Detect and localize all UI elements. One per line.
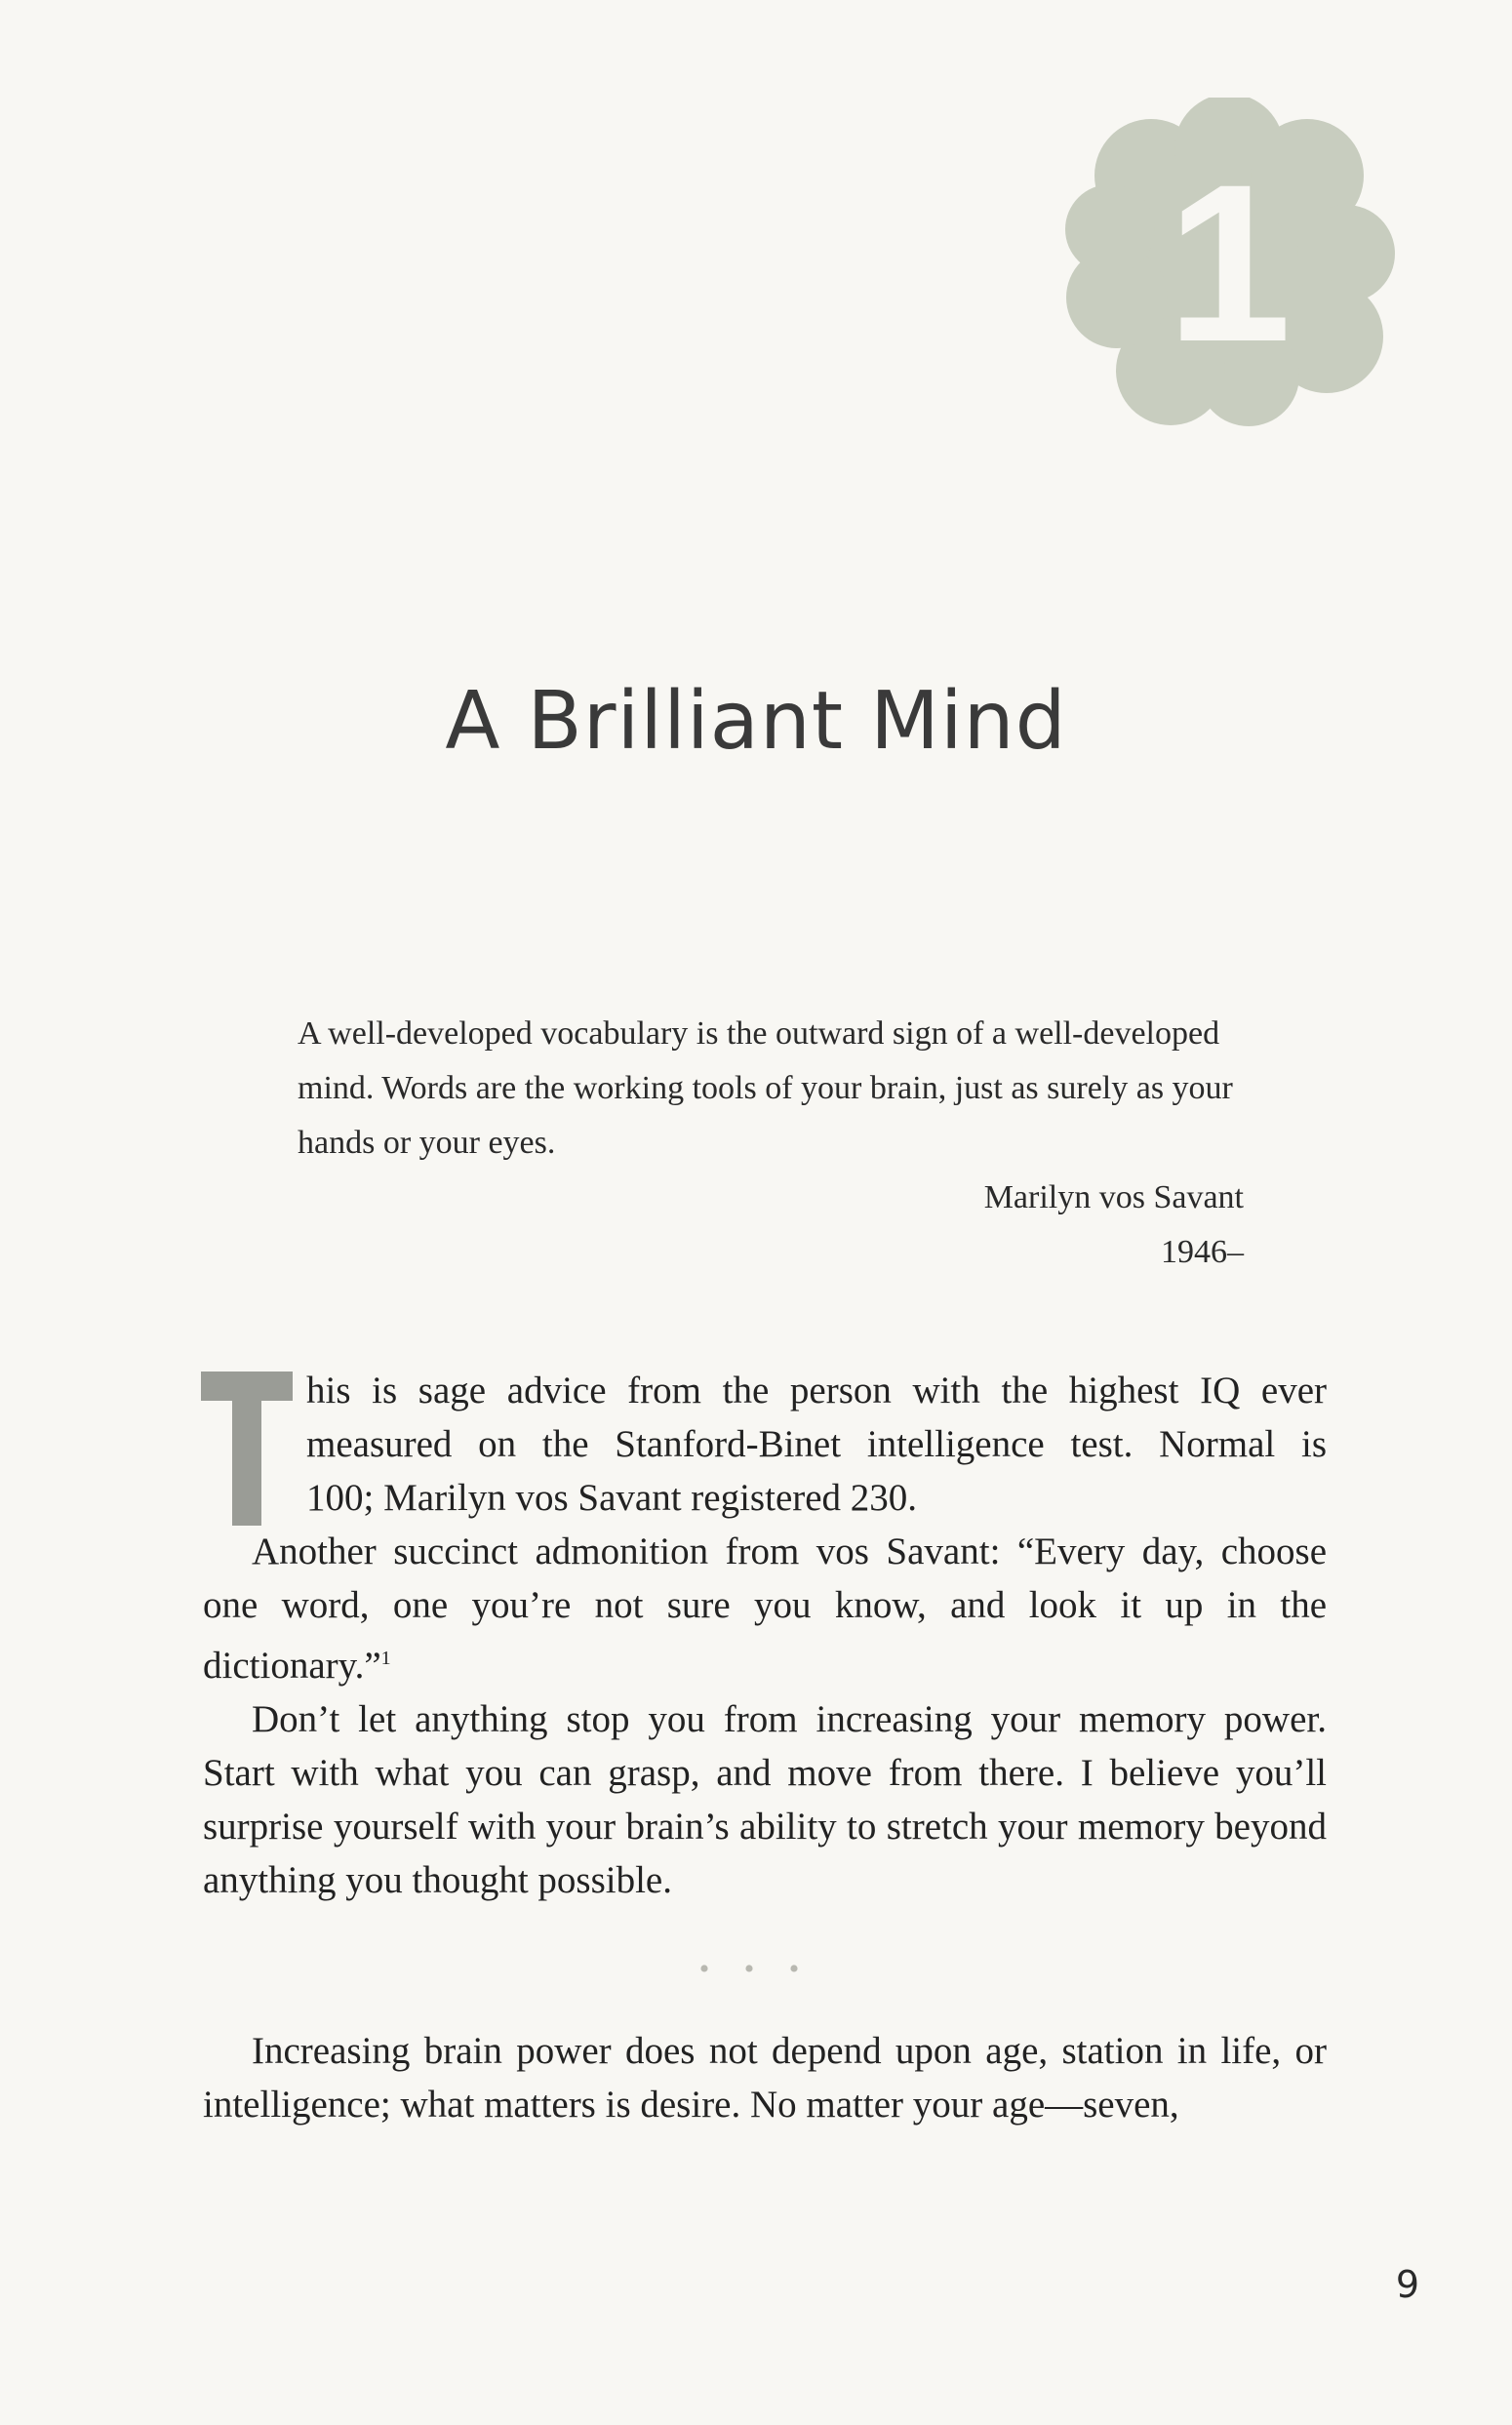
admonition-text: Another succinct admonition from vos Savant: “Every day, choose one word, one you’re not sure you know, and look it up in the dictionary.”	[203, 1531, 1327, 1687]
body-text	[203, 1364, 1327, 1907]
epigraph-quote: A well-developed vocabulary is the outward sign of a well-developed mind. Words are the working tools of your brain, just as surely as your hands or your eyes.	[298, 1015, 1233, 1161]
paragraph-brain-power: Increasing brain power does not depend upon age, station in life, or intelligence; what matters is desire. No matter your age—seven,	[203, 2030, 1327, 2126]
chapter-title: A Brilliant Mind	[445, 675, 1067, 768]
body-text-continued	[203, 2024, 1327, 2131]
drop-cap	[201, 1372, 293, 1526]
drop-cap-letter-t	[201, 1372, 293, 1526]
chapter-badge	[1063, 98, 1395, 429]
opening-line-2: measured on the Stanford-Binet intelligence test. Normal is	[306, 1423, 1327, 1465]
paragraph-memory-power: Don’t let anything stop you from increasing your memory power. Start with what you can grasp, and move from there. I believe you’ll surprise yourself with your brain’s ability to stretch your memory beyond anything you thought possible.	[203, 1698, 1327, 1901]
opening-line-3: 100; Marilyn vos Savant registered 230.	[306, 1477, 918, 1519]
epigraph-dates: 1946–	[1161, 1234, 1244, 1270]
epigraph-author: Marilyn vos Savant	[983, 1179, 1244, 1215]
page-number: 9	[1395, 2263, 1419, 2306]
epigraph	[298, 1007, 1244, 1280]
chapter-number: 1	[1167, 138, 1292, 388]
epigraph-attribution	[298, 1171, 1244, 1280]
paragraph-admonition	[203, 1525, 1327, 1692]
opening-line-1: his is sage advice from the person with the highest IQ ever	[306, 1370, 1327, 1411]
footnote-marker[interactable]: 1	[380, 1648, 391, 1669]
section-separator: • • •	[698, 1953, 814, 1985]
paragraph-opening	[203, 1364, 1327, 1525]
